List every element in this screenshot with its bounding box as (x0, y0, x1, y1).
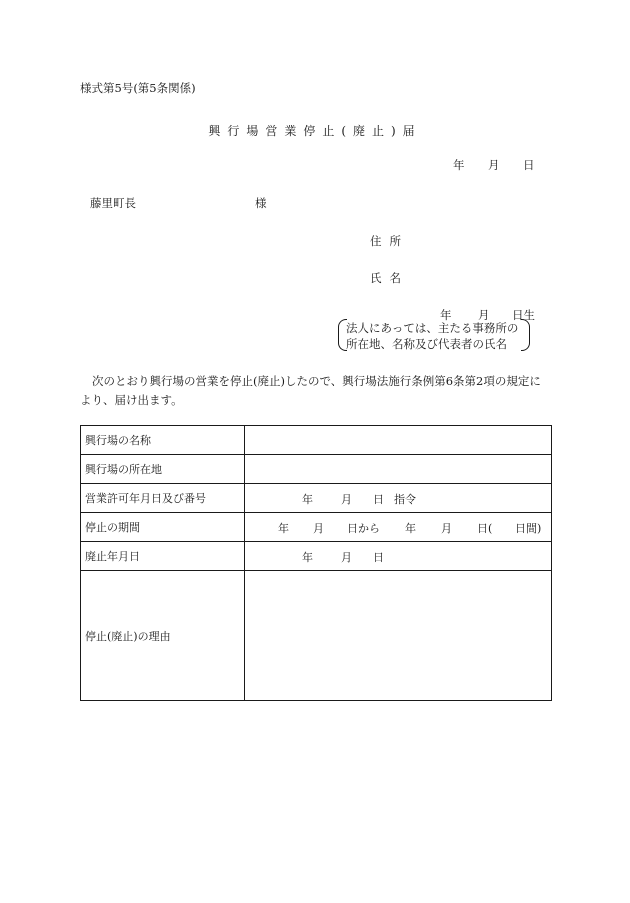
date-year-label: 年 (453, 158, 465, 172)
table-row (81, 484, 552, 513)
date-day-label: 日 (523, 158, 535, 172)
abolition-date-field[interactable] (245, 542, 552, 571)
venue-name-field[interactable] (245, 426, 552, 455)
addressee-name: 藤里町長 (90, 196, 136, 210)
address-label: 住所 (370, 234, 409, 248)
date-month-label: 月 (488, 158, 500, 172)
period-start-month: 月 (313, 522, 324, 535)
abolition-day: 日 (373, 551, 384, 564)
corporate-note-line-2: 所在地、名称及び代表者の氏名 (346, 337, 507, 351)
name-label: 氏名 (370, 271, 409, 285)
permit-day: 日 (373, 493, 384, 506)
venue-location-field[interactable] (245, 455, 552, 484)
table-row (81, 513, 552, 542)
body-text: 次のとおり興行場の営業を停止(廃止)したので、興行場法施行条例第6条第2項の規定により、届け出ます。 (80, 374, 541, 407)
birth-year-label: 年 (440, 308, 452, 322)
permit-date-label: 営業許可年月日及び番号 (81, 484, 245, 513)
table-row (81, 455, 552, 484)
corporate-note-line-1: 法人にあっては、主たる事務所の (346, 321, 519, 335)
period-end-month: 月 (441, 522, 452, 535)
permit-year: 年 (302, 493, 313, 506)
venue-name-label: 興行場の名称 (81, 426, 245, 455)
corporate-note (338, 319, 530, 351)
period-start-year: 年 (278, 522, 289, 535)
reason-label: 停止(廃止)の理由 (81, 571, 245, 701)
table-row (81, 571, 552, 701)
document-title: 興行場営業停止(廃止)届 (208, 124, 422, 138)
period-days: 日間) (515, 522, 542, 535)
suspension-period-label: 停止の期間 (81, 513, 245, 542)
table-row (81, 426, 552, 455)
abolition-year: 年 (302, 551, 313, 564)
suspension-period-field[interactable] (245, 513, 552, 542)
birth-month-label: 月 (478, 308, 490, 322)
right-brace (521, 319, 530, 351)
period-end-year: 年 (405, 522, 416, 535)
permit-date-field[interactable] (245, 484, 552, 513)
venue-location-label: 興行場の所在地 (81, 455, 245, 484)
permit-month: 月 (341, 493, 352, 506)
abolition-month: 月 (341, 551, 352, 564)
abolition-date-label: 廃止年月日 (81, 542, 245, 571)
form-number: 様式第5号(第5条関係) (80, 81, 196, 95)
addressee-honorific: 様 (255, 196, 267, 210)
birth-day-label: 日生 (512, 308, 535, 322)
table-row (81, 542, 552, 571)
form-table (80, 425, 552, 701)
permit-directive: 指令 (394, 493, 416, 506)
reason-field[interactable] (245, 571, 552, 701)
period-start-day: 日から (347, 522, 380, 535)
period-end-day: 日( (477, 522, 493, 535)
